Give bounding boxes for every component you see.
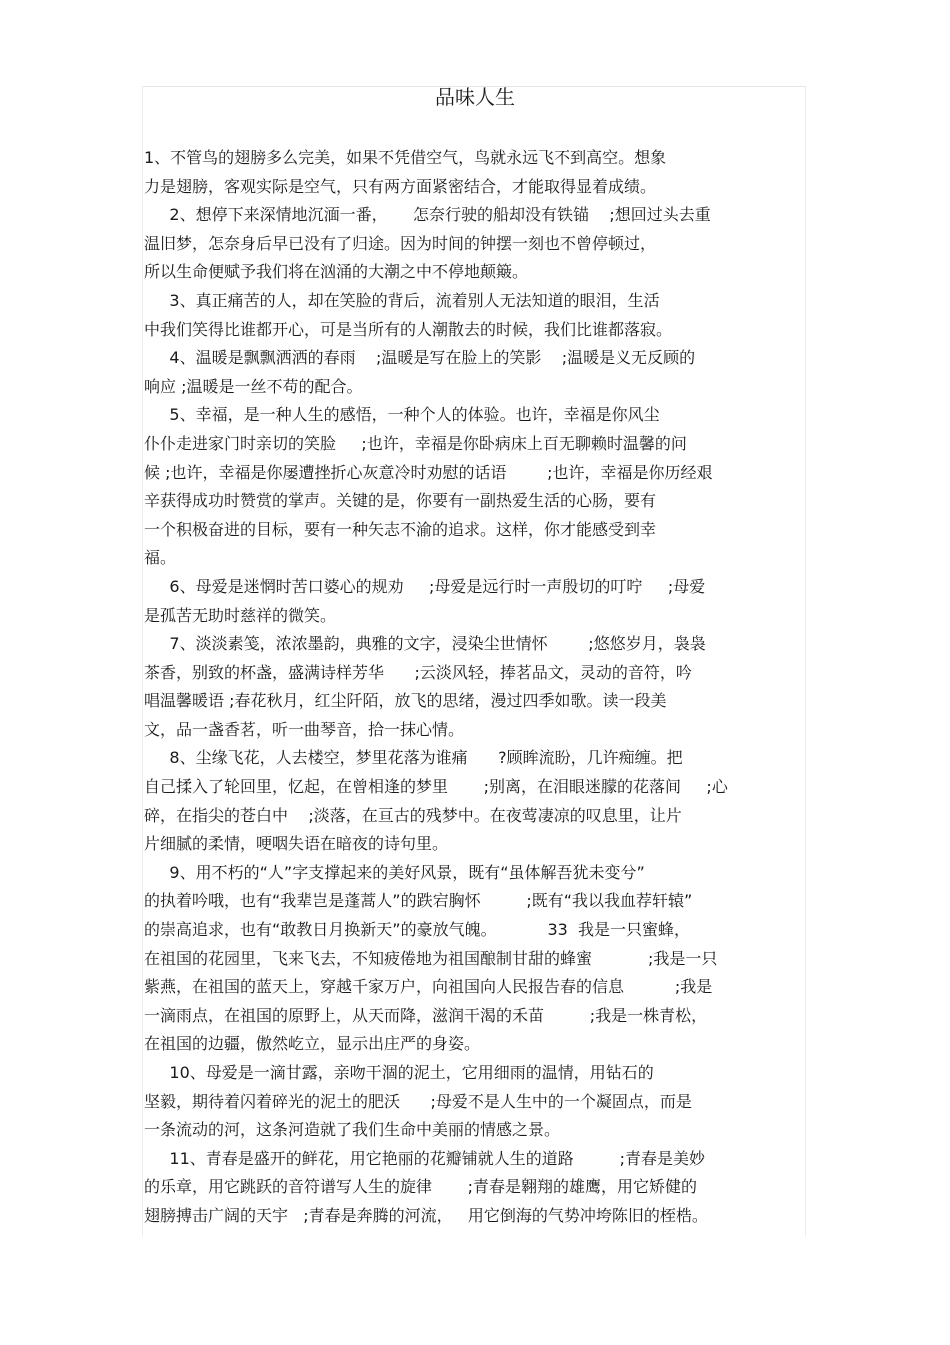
text-line: 的执着吟哦，也有“我辈岂是蓬蒿人”的跌宕胸怀 ;既有“我以我血荐轩辕” (144, 891, 693, 911)
text-line: 3、真正痛苦的人，却在笑脸的背后，流着别人无法知道的眼泪，生活 (144, 290, 660, 310)
text-line: 所以生命便赋予我们将在汹涌的大潮之中不停地颠簸。 (144, 262, 529, 282)
text-line: 翅膀搏击广阔的天宇 ;青春是奔腾的河流， 用它倒海的气势冲垮陈旧的桎梏。 (144, 1205, 708, 1225)
text-line: 茶香，别致的杯盏，盛满诗样芳华 ;云淡风轻，捧茗品文，灵动的音符，吟 (144, 662, 692, 682)
text-line: 9、用不朽的“人”字支撑起来的美好风景，既有“虽体解吾犹未变兮” (144, 862, 645, 882)
text-line: 11、青春是盛开的鲜花，用它艳丽的花瓣铺就人生的道路 ;青春是美妙 (144, 1148, 705, 1168)
text-line: 坚毅，期待着闪着碎光的泥土的肥沃 ;母爱不是人生中的一个凝固点，而是 (144, 1091, 692, 1111)
text-line: 一个积极奋进的目标，要有一种矢志不渝的追求。这样，你才能感受到幸 (144, 519, 657, 539)
text-line: 仆仆走进家门时亲切的笑脸 ;也许，幸福是你卧病床上百无聊赖时温馨的问 (144, 433, 687, 453)
text-line: 4、温暖是飘飘洒洒的春雨 ;温暖是写在脸上的笑影 ;温暖是义无反顾的 (144, 348, 696, 368)
text-line: 温旧梦，怎奈身后早已没有了归途。因为时间的钟摆一刻也不曾停顿过， (144, 233, 657, 253)
text-line: 响应 ;温暖是一丝不苟的配合。 (144, 376, 363, 396)
text-line: 辛获得成功时赞赏的掌声。关键的是，你要有一副热爱生活的心肠，要有 (144, 491, 657, 511)
text-line: 在祖国的边疆，傲然屹立，显示出庄严的身姿。 (144, 1034, 481, 1054)
text-line: 自己揉入了轮回里，忆起，在曾相逢的梦里 ;别离，在泪眼迷朦的花落间 ;心 (144, 777, 728, 797)
text-line: 在祖国的花园里，飞来飞去，不知疲倦地为祖国酿制甘甜的蜂蜜 ;我是一只 (144, 948, 718, 968)
text-line: 6、母爱是迷惘时苦口婆心的规劝 ;母爱是远行时一声殷切的叮咛 ;母爱 (144, 576, 706, 596)
text-line: 1、不管鸟的翅膀多么完美，如果不凭借空气，鸟就永远飞不到高空。想象 (144, 148, 667, 167)
text-line: 是孤苦无助时慈祥的微笑。 (144, 605, 337, 625)
text-line: 10、母爱是一滴甘露，亲吻干涸的泥土，它用细雨的温情，用钻石的 (144, 1063, 654, 1082)
text-line: 紫燕，在祖国的蓝天上，穿越千家万户，向祖国向人民报告春的信息 ;我是 (144, 977, 713, 997)
text-line: 碎，在指尖的苍白中 ;淡落，在亘古的残梦中。在夜莺凄凉的叹息里，让片 (144, 805, 682, 825)
document-title: 品味人生 (435, 85, 515, 109)
text-line: 片细腻的柔情，哽咽失语在暗夜的诗句里。 (144, 834, 449, 854)
text-line: 一滴雨点，在祖国的原野上，从天而降，滋润干渴的禾苗 ;我是一株青松， (144, 1005, 708, 1025)
text-line: 中我们笑得比谁都开心，可是当所有的人潮散去的时候，我们比谁都落寂。 (144, 319, 673, 339)
text-line: 的崇高追求，也有“敢教日月换新天”的豪放气魄。 33 我是一只蜜蜂， (144, 920, 690, 940)
text-line: 文，品一盏香茗，听一曲琴音，拾一抹心情。 (144, 719, 465, 739)
text-line: 力是翅膀，客观实际是空气，只有两方面紧密结合，才能取得显着成绩。 (144, 176, 657, 196)
text-line: 候 ;也许，幸福是你屡遭挫折心灰意冷时劝慰的话语 ;也许，幸福是你历经艰 (144, 462, 713, 482)
text-line: 福。 (144, 548, 177, 568)
document-body (144, 144, 814, 1231)
text-line: 一条流动的河，这条河造就了我们生命中美丽的情感之景。 (144, 1120, 561, 1140)
text-line: 8、尘缘飞花，人去楼空，梦里花落为谁痛 ?顾眸流盼，几许痴缠。把 (144, 748, 683, 768)
text-line: 7、淡淡素笺，浓浓墨韵，典雅的文字，浸染尘世情怀 ;悠悠岁月，袅袅 (144, 634, 706, 654)
text-line: 的乐章，用它跳跃的音符谱写人生的旋律 ;青春是翱翔的雄鹰，用它矫健的 (144, 1177, 697, 1197)
text-line: 5、幸福，是一种人生的感悟，一种个人的体验。也许，幸福是你风尘 (144, 405, 660, 425)
text-line: 唱温馨暖语 ;春花秋月，红尘阡陌，放飞的思绪，漫过四季如歌。读一段美 (144, 691, 667, 711)
text-line: 2、想停下来深情地沉湎一番， 怎奈行驶的船却没有铁锚 ;想回过头去重 (144, 205, 711, 225)
